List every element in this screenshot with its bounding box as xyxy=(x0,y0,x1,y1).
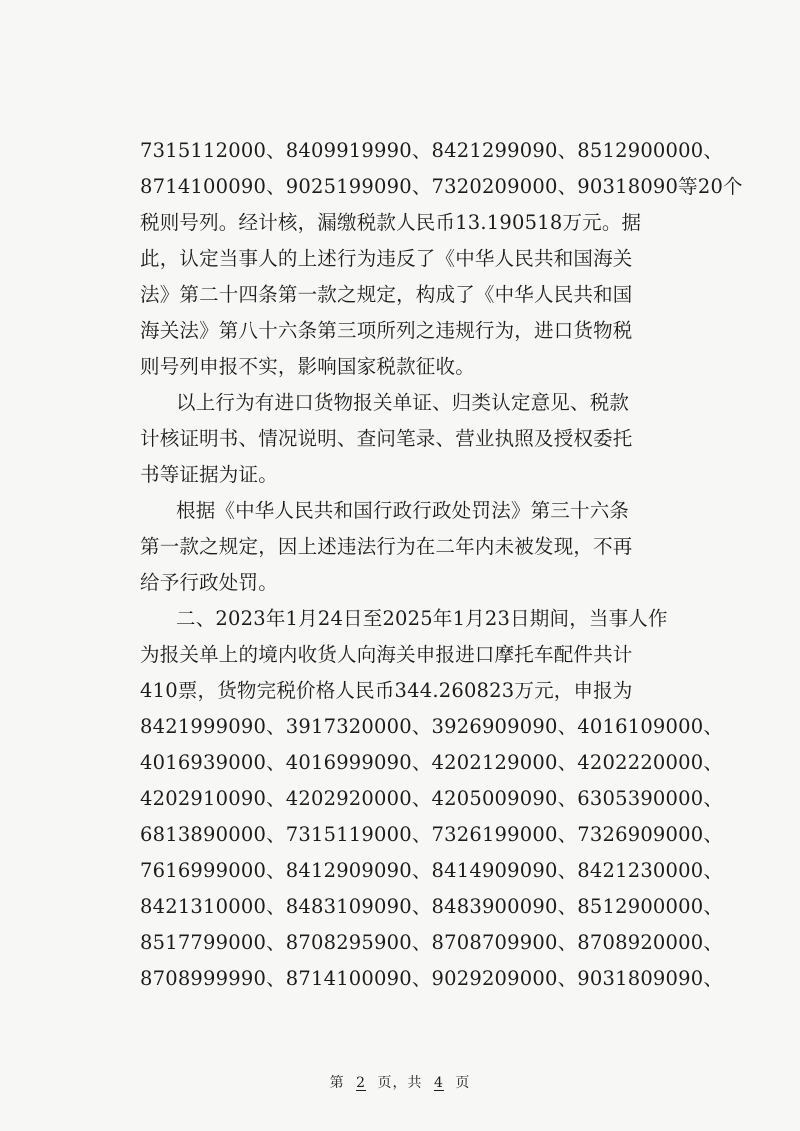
body-line: 6813890000、7315119000、7326199000、7326909000、 xyxy=(140,823,724,846)
body-line: 8714100090、9025199090、7320209000、90318090等20个 xyxy=(140,175,743,198)
page-footer xyxy=(0,1072,800,1092)
current-page-number: 2 xyxy=(356,1075,366,1091)
body-line: 7616999000、8412909090、8414909090、8421230000、 xyxy=(140,859,724,882)
total-page-count: 4 xyxy=(433,1075,444,1091)
body-line: 第一款之规定，因上述违法行为在二年内未被发现，不再 xyxy=(140,535,633,558)
body-line: 此，认定当事人的上述行为违反了《中华人民共和国海关 xyxy=(140,247,633,270)
body-line: 法》第二十四条第一款之规定，构成了《中华人民共和国 xyxy=(140,283,633,306)
body-line: 8421999090、3917320000、3926909090、4016109000、 xyxy=(140,715,724,738)
footer-prefix: 第 xyxy=(329,1075,345,1091)
body-line: 税则号列。经计核，漏缴税款人民币13.190518万元。据 xyxy=(140,211,642,234)
body-line: 8421310000、8483109090、8483900090、8512900000、 xyxy=(140,895,724,918)
footer-suffix: 页 xyxy=(455,1075,471,1091)
body-line: 7315112000、8409919990、8421299090、8512900000、 xyxy=(140,139,724,162)
body-line: 则号列申报不实，影响国家税款征收。 xyxy=(140,355,475,378)
body-line: 给予行政处罚。 xyxy=(140,571,278,594)
document-body xyxy=(140,133,743,997)
body-line: 4202910090、4202920000、4205009090、6305390000、 xyxy=(140,787,724,810)
body-line: 8517799000、8708295900、8708709900、8708920000、 xyxy=(140,931,724,954)
body-line: 4016939000、4016999090、4202129000、4202220000、 xyxy=(140,751,724,774)
body-line: 以上行为有进口货物报关单证、归类认定意见、税款 xyxy=(176,391,630,414)
footer-middle: 页，共 xyxy=(377,1075,423,1091)
body-line: 根据《中华人民共和国行政行政处罚法》第三十六条 xyxy=(176,499,630,522)
body-line: 8708999990、8714100090、9029209000、9031809090、 xyxy=(140,967,724,990)
body-line: 计核证明书、情况说明、查问笔录、营业执照及授权委托 xyxy=(140,427,633,450)
body-line: 书等证据为证。 xyxy=(140,463,278,486)
body-line: 二、2023年1月24日至2025年1月23日期间，当事人作 xyxy=(176,607,668,630)
body-line: 为报关单上的境内收货人向海关申报进口摩托车配件共计 xyxy=(140,643,633,666)
body-line: 410票，货物完税价格人民币344.260823万元，申报为 xyxy=(140,679,633,702)
body-line: 海关法》第八十六条第三项所列之违规行为，进口货物税 xyxy=(140,319,633,342)
